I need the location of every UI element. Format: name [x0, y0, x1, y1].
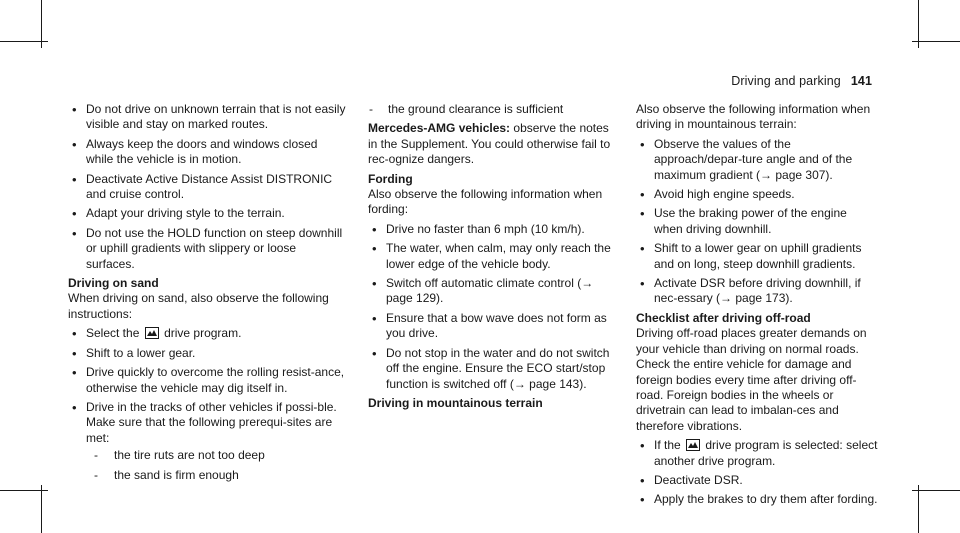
list-item: • The water, when calm, may only reach the lower edge of the vehicle body.: [368, 241, 616, 272]
crop-mark: [912, 41, 960, 42]
crop-mark: [0, 41, 48, 42]
paragraph: Driving off-road places greater demands on your vehicle than driving on normal roads. Check the entire vehicle for damage and foreign bodies every time after driving off-road. Foreign bodies in the wheels or drivetrain can lead to imbalan-ces and therefore vibrations.: [636, 326, 867, 433]
text: drive program is selected: select another drive program.: [654, 438, 878, 468]
crop-mark: [918, 485, 919, 533]
list-item: • Deactivate Active Distance Assist DISTRONIC and cruise control.: [68, 172, 348, 203]
dash-list: [86, 448, 348, 483]
list-item: • Activate DSR before driving downhill, if nec-essary (→ page 173).: [636, 276, 878, 307]
list-item: • Drive no faster than 6 mph (10 km/h).: [368, 222, 616, 237]
paragraph: Also observe the following information when fording:: [368, 187, 603, 217]
list-item: - the sand is firm enough: [86, 468, 348, 483]
section-heading: Driving in mountainous terrain: [368, 395, 543, 410]
text: Select the: [86, 326, 140, 341]
section-title: Driving and parking: [731, 74, 841, 88]
paragraph: [368, 121, 616, 167]
bullet-list: [368, 222, 616, 392]
list-item: • Use the braking power of the engine when driving downhill.: [636, 206, 878, 237]
list-item: • Ensure that a bow wave does not form as you drive.: [368, 311, 616, 342]
crop-mark: [0, 490, 48, 491]
offroad-drive-program-icon: [686, 439, 700, 451]
list-item: • Do not drive on unknown terrain that is not easily visible and stay on marked routes.: [68, 102, 348, 133]
section-heading: Checklist after driving off-road: [636, 310, 811, 325]
crop-mark: [41, 485, 42, 533]
column-3: [636, 102, 878, 512]
list-item: [68, 326, 348, 341]
paragraph: When driving on sand, also observe the following instructions:: [68, 291, 329, 321]
list-item: - the tire ruts are not too deep: [86, 448, 348, 463]
text: observe the notes in the Supplement. You could otherwise fail to rec-ognize dangers.: [368, 121, 611, 167]
column-2: [368, 102, 616, 411]
list-item: • Apply the brakes to dry them after fording.: [636, 492, 878, 507]
list-item: • Observe the values of the approach/depar-ture angle and of the maximum gradient (→ page 307).: [636, 137, 878, 183]
list-item: • Switch off automatic climate control (→ page 129).: [368, 276, 616, 307]
list-item: • Avoid high engine speeds.: [636, 187, 878, 202]
text: Drive in the tracks of other vehicles if possi-ble. Make sure that the following prerequi-sites are met:: [86, 399, 337, 445]
section-heading: Driving on sand: [68, 276, 159, 291]
bullet-list: [68, 102, 348, 272]
amg-label: Mercedes-AMG vehicles:: [368, 121, 511, 136]
list-item: [636, 438, 878, 469]
list-item: - the ground clearance is sufficient: [368, 102, 616, 117]
column-1: [68, 102, 348, 487]
offroad-drive-program-icon: [145, 327, 159, 339]
list-item: • Shift to a lower gear.: [68, 346, 348, 361]
paragraph: Also observe the following information when driving in mountainous terrain:: [636, 102, 871, 132]
list-item: • Do not use the HOLD function on steep downhill or uphill gradients with slippery or loose surfaces.: [68, 226, 348, 272]
section-heading: Fording: [368, 171, 413, 186]
text: drive program.: [164, 326, 242, 341]
list-item: • Do not stop in the water and do not switch off the engine. Ensure the ECO start/stop function is switched off (→ page 143).: [368, 346, 616, 392]
bullet-list: [636, 137, 878, 307]
list-item: • Adapt your driving style to the terrain.: [68, 206, 348, 221]
bullet-list: [636, 438, 878, 508]
page-header: [731, 74, 872, 88]
crop-mark: [912, 490, 960, 491]
page-number: 141: [850, 74, 872, 88]
dash-list: [368, 102, 616, 117]
list-item: • Always keep the doors and windows closed while the vehicle is in motion.: [68, 137, 348, 168]
list-item: [68, 400, 348, 483]
list-item: • Deactivate DSR.: [636, 473, 878, 488]
list-item: • Shift to a lower gear on uphill gradients and on long, steep downhill gradients.: [636, 241, 878, 272]
text: If the: [654, 438, 681, 453]
bullet-list: [68, 326, 348, 483]
list-item: • Drive quickly to overcome the rolling resist-ance, otherwise the vehicle may dig itself in.: [68, 365, 348, 396]
